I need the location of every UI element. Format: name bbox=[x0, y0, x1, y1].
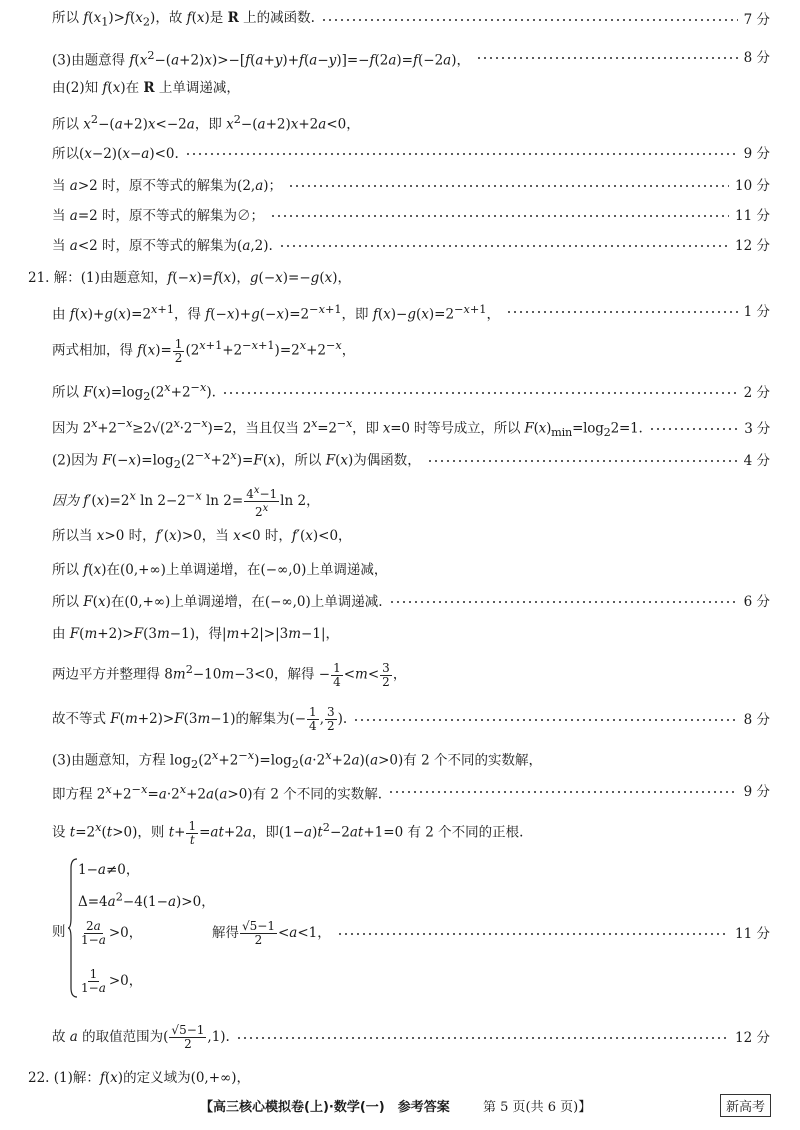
leader-dots bbox=[236, 1037, 729, 1039]
solution-line: 故 a 的取值范围为( $\frac{√5-1}{2}$ ,1). 12 分 bbox=[52, 1023, 770, 1051]
leader-dots bbox=[185, 153, 738, 155]
solution-line: 当 a<2 时，原不等式的解集为(a,2). 12 分 bbox=[52, 238, 770, 254]
solution-line: (2)因为 $F(-x)=\log_2(2^{-x}+2^x)=F(x)$，所以 F(x)为偶函数， 4 分 bbox=[52, 449, 770, 472]
leader-dots bbox=[337, 933, 729, 935]
score-label: 9 分 bbox=[743, 146, 770, 162]
system-row: $\frac{2a}{1-a}$ >0， bbox=[81, 919, 143, 947]
system-row: 1−a≠0， bbox=[78, 862, 140, 878]
footer-title: 【高三核心模拟卷(上)·数学(一) 参考答案 bbox=[200, 1100, 450, 1115]
leader-dots bbox=[321, 19, 738, 21]
question-21-heading: 21. 解：(1)由题意知，f(−x)=f(x)，g(−x)=−g(x)， bbox=[28, 270, 351, 286]
solution-line: 设 $t=2^x(t>0)$，则 t+ $\frac{1}{t}$ =at+2a，即$(1-a)t^2-2at+1=0$ 有 2 个不同的正根. bbox=[52, 818, 524, 847]
solution-line: 所以 $F(x)=\log_2(2^x+2^{-x})$. 2 分 bbox=[52, 381, 770, 404]
solution-line: 因为 $2^x+2^{-x}\ge 2√(2^x\cdot 2^{-x})=2$，当且仅当 $2^x=2^{-x}$，即 x=0 时等号成立，所以 $F(x)_{min}=\log_22=1$. 3 分 bbox=[52, 417, 770, 440]
solution-line: 所以 F(x)在(0,+∞)上单调递增，在(−∞,0)上单调递减. 6 分 bbox=[52, 594, 770, 610]
leader-dots bbox=[427, 460, 738, 462]
solution-line: (3)由题意知，方程 $\log_2(2^x+2^{-x})=\log_2(a\cdot 2^x+2a)(a>0)$有 2 个不同的实数解， bbox=[52, 749, 542, 772]
solution-line: 由(2)知 f(x)在 R 上单调递减， bbox=[52, 80, 240, 96]
score-label: 4 分 bbox=[743, 452, 770, 469]
score-label: 3 分 bbox=[744, 420, 770, 437]
solution-line: 所以(x−2)(x−a)<0. 9 分 bbox=[52, 146, 770, 162]
system-row: $\Delta=4a^2-4(1-a)>0$， bbox=[78, 890, 215, 910]
page-footer bbox=[0, 1094, 800, 1118]
solution-line: 故不等式 F(m+2)>F(3m−1)的解集为(− $\frac{1}{4}$ , $\frac{3}{2}$ ). 8 分 bbox=[52, 705, 770, 733]
solution-line: 解得 $\frac{√5-1}{2}$ <a<1， 11 分 bbox=[212, 919, 770, 947]
solution-line: 所以 $f(x_1)>f(x_2)$，故 f(x)是 R 上的减函数. 7 分 bbox=[52, 10, 770, 29]
score-label: 8 分 bbox=[743, 50, 770, 67]
leader-dots bbox=[222, 392, 738, 394]
leader-dots bbox=[506, 311, 738, 313]
leader-dots bbox=[649, 428, 739, 430]
solution-line: 由 $f(x)+g(x)=2^{x+1}$，得 $f(-x)+g(-x)=2^{-x+1}$，即 $f(x)-g(x)=2^{-x+1}$， 1 分 bbox=[52, 303, 770, 323]
edition-badge: 新高考 bbox=[720, 1094, 771, 1117]
solution-line: 当 a=2 时，原不等式的解集为∅； 11 分 bbox=[52, 208, 770, 224]
leader-dots bbox=[353, 719, 737, 721]
score-label: 2 分 bbox=[743, 384, 770, 401]
score-label: 11 分 bbox=[735, 208, 770, 224]
score-label: 11 分 bbox=[735, 925, 770, 942]
footer-page-number: 第 5 页(共 6 页)】 bbox=[483, 1100, 592, 1115]
solution-line: 两式相加，得 f(x)= $\frac{1}{2}$ $(2^{x+1}+2^{-x+1})=2^x+2^{-x}$， bbox=[52, 336, 356, 365]
score-label: 1 分 bbox=[743, 304, 770, 321]
solution-line: 两边平方并整理得 $8m^2-10m-3<0$，解得 − $\frac{1}{4}$ <m< $\frac{3}{2}$ ， bbox=[52, 660, 407, 689]
solution-line: (3)由题意得 $f(x^2-(a+2)x)>-[f(a+y)+f(a-y)]=-f(2a)=f(-2a)$， 8 分 bbox=[52, 49, 770, 69]
score-label: 12 分 bbox=[735, 238, 770, 254]
leader-dots bbox=[270, 215, 729, 217]
solution-line: 由 F(m+2)>F(3m−1)，得|m+2|>|3m−1|， bbox=[52, 626, 339, 642]
system-row: $\frac{1}{1-a}$ >0， bbox=[81, 967, 143, 995]
solution-line: 所以当 x>0 时，f′(x)>0，当 x<0 时，f′(x)<0， bbox=[52, 528, 352, 544]
system-lead: 则 bbox=[52, 924, 66, 940]
score-label: 10 分 bbox=[735, 178, 770, 194]
score-label: 8 分 bbox=[743, 711, 770, 728]
solution-line: 即方程 $2^x+2^{-x}=a\cdot 2^x+2a(a>0)$有 2 个不同的实数解. 9 分 bbox=[52, 783, 770, 803]
question-22-heading: 22. (1)解：f(x)的定义域为(0,+∞)， bbox=[28, 1070, 251, 1086]
leader-dots bbox=[388, 791, 738, 793]
solution-line: 所以 $x^2-(a+2)x<-2a$，即 $x^2-(a+2)x+2a<0$， bbox=[52, 113, 360, 133]
leader-dots bbox=[389, 601, 738, 603]
solution-line: 所以 f(x)在(0,+∞)上单调递增，在(−∞,0)上单调递减， bbox=[52, 562, 388, 578]
score-label: 12 分 bbox=[735, 1029, 770, 1046]
leader-dots bbox=[476, 57, 738, 59]
score-label: 9 分 bbox=[743, 784, 770, 801]
brace-symbol bbox=[68, 858, 78, 998]
solution-line: 当 a>2 时，原不等式的解集为(2,a)； 10 分 bbox=[52, 178, 770, 194]
leader-dots bbox=[279, 245, 729, 247]
leader-dots bbox=[288, 185, 729, 187]
solution-line: 因为 $f'(x)=2^x$ $\ln 2-2^{-x}$ ln 2= $\frac{4^x-1}{2^x}$ ln 2， bbox=[52, 485, 320, 519]
score-label: 6 分 bbox=[743, 594, 770, 610]
score-label: 7 分 bbox=[743, 12, 770, 29]
